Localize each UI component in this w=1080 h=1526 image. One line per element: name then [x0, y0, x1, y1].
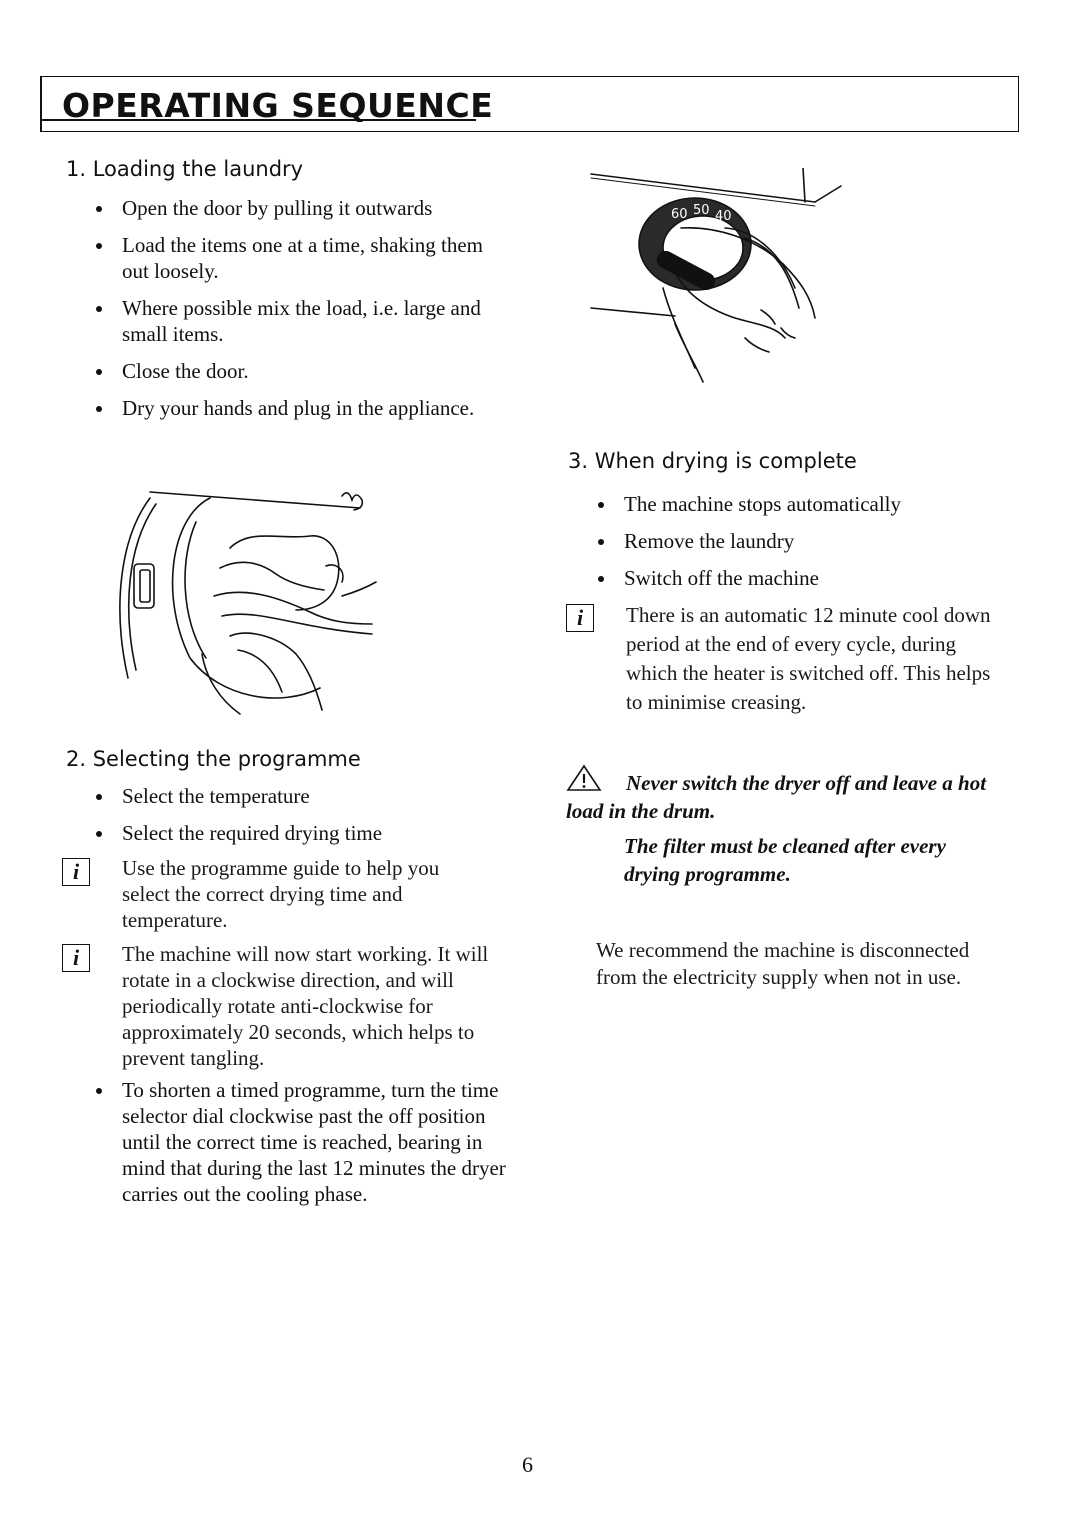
- list-item: Switch off the machine: [590, 565, 1010, 591]
- section-heading-programme: 2. Selecting the programme: [66, 747, 361, 771]
- filter-warning: The filter must be cleaned after every drying programme.: [624, 834, 946, 886]
- list-item: Dry your hands and plug in the appliance.: [88, 395, 508, 421]
- page-title: OPERATING SEQUENCE: [62, 86, 494, 125]
- list-item: Select the required drying time: [88, 820, 508, 846]
- dial-label-60: 60: [671, 207, 688, 222]
- list-item: Remove the laundry: [590, 528, 1010, 554]
- cool-down-note: There is an automatic 12 minute cool down period at the end of every cycle, during which the heater is switched off. This helps to minimise creasing.: [626, 603, 991, 714]
- complete-steps-list: [590, 491, 1010, 602]
- dial-label-40: 40: [715, 209, 732, 224]
- list-item: Load the items one at a time, shaking them out loosely.: [88, 232, 508, 284]
- time-dial-illustration: [585, 168, 885, 398]
- list-item: Close the door.: [88, 358, 508, 384]
- page-number: 6: [522, 1452, 533, 1477]
- section-heading-loading: 1. Loading the laundry: [66, 157, 304, 181]
- loading-laundry-illustration: [110, 478, 400, 718]
- list-item: Open the door by pulling it outwards: [88, 195, 508, 221]
- programme-guide-note: Use the programme guide to help you select the correct drying time and temperature.: [122, 856, 440, 932]
- machine-rotation-note: The machine will now start working. It will rotate in a clockwise direction, and will periodically rotate anti-clockwise for approximately 20 seconds, which helps to prevent tangling.: [122, 942, 489, 1070]
- list-item: Where possible mix the load, i.e. large and small items.: [88, 295, 508, 347]
- info-icon: i: [566, 604, 594, 632]
- list-item: Select the temperature: [88, 783, 508, 809]
- info-icon: i: [62, 858, 90, 886]
- list-item: The machine stops automatically: [590, 491, 1010, 517]
- hot-load-warning: Never switch the dryer off and leave a hot load in the drum.: [566, 771, 987, 823]
- shorten-programme-list: [88, 1077, 506, 1218]
- list-item: To shorten a timed programme, turn the time selector dial clockwise past the off position until the correct time is reached, bearing in mind that during the last 12 minutes the dryer carries out the cooling phase.: [88, 1077, 506, 1207]
- programme-bullets-list: [88, 783, 508, 857]
- section-heading-complete: 3. When drying is complete: [568, 449, 857, 473]
- info-icon: i: [62, 944, 90, 972]
- loading-steps-list: [88, 195, 508, 432]
- disconnect-recommendation: We recommend the machine is disconnected from the electricity supply when not in use.: [596, 938, 970, 989]
- dial-label-50: 50: [693, 203, 710, 218]
